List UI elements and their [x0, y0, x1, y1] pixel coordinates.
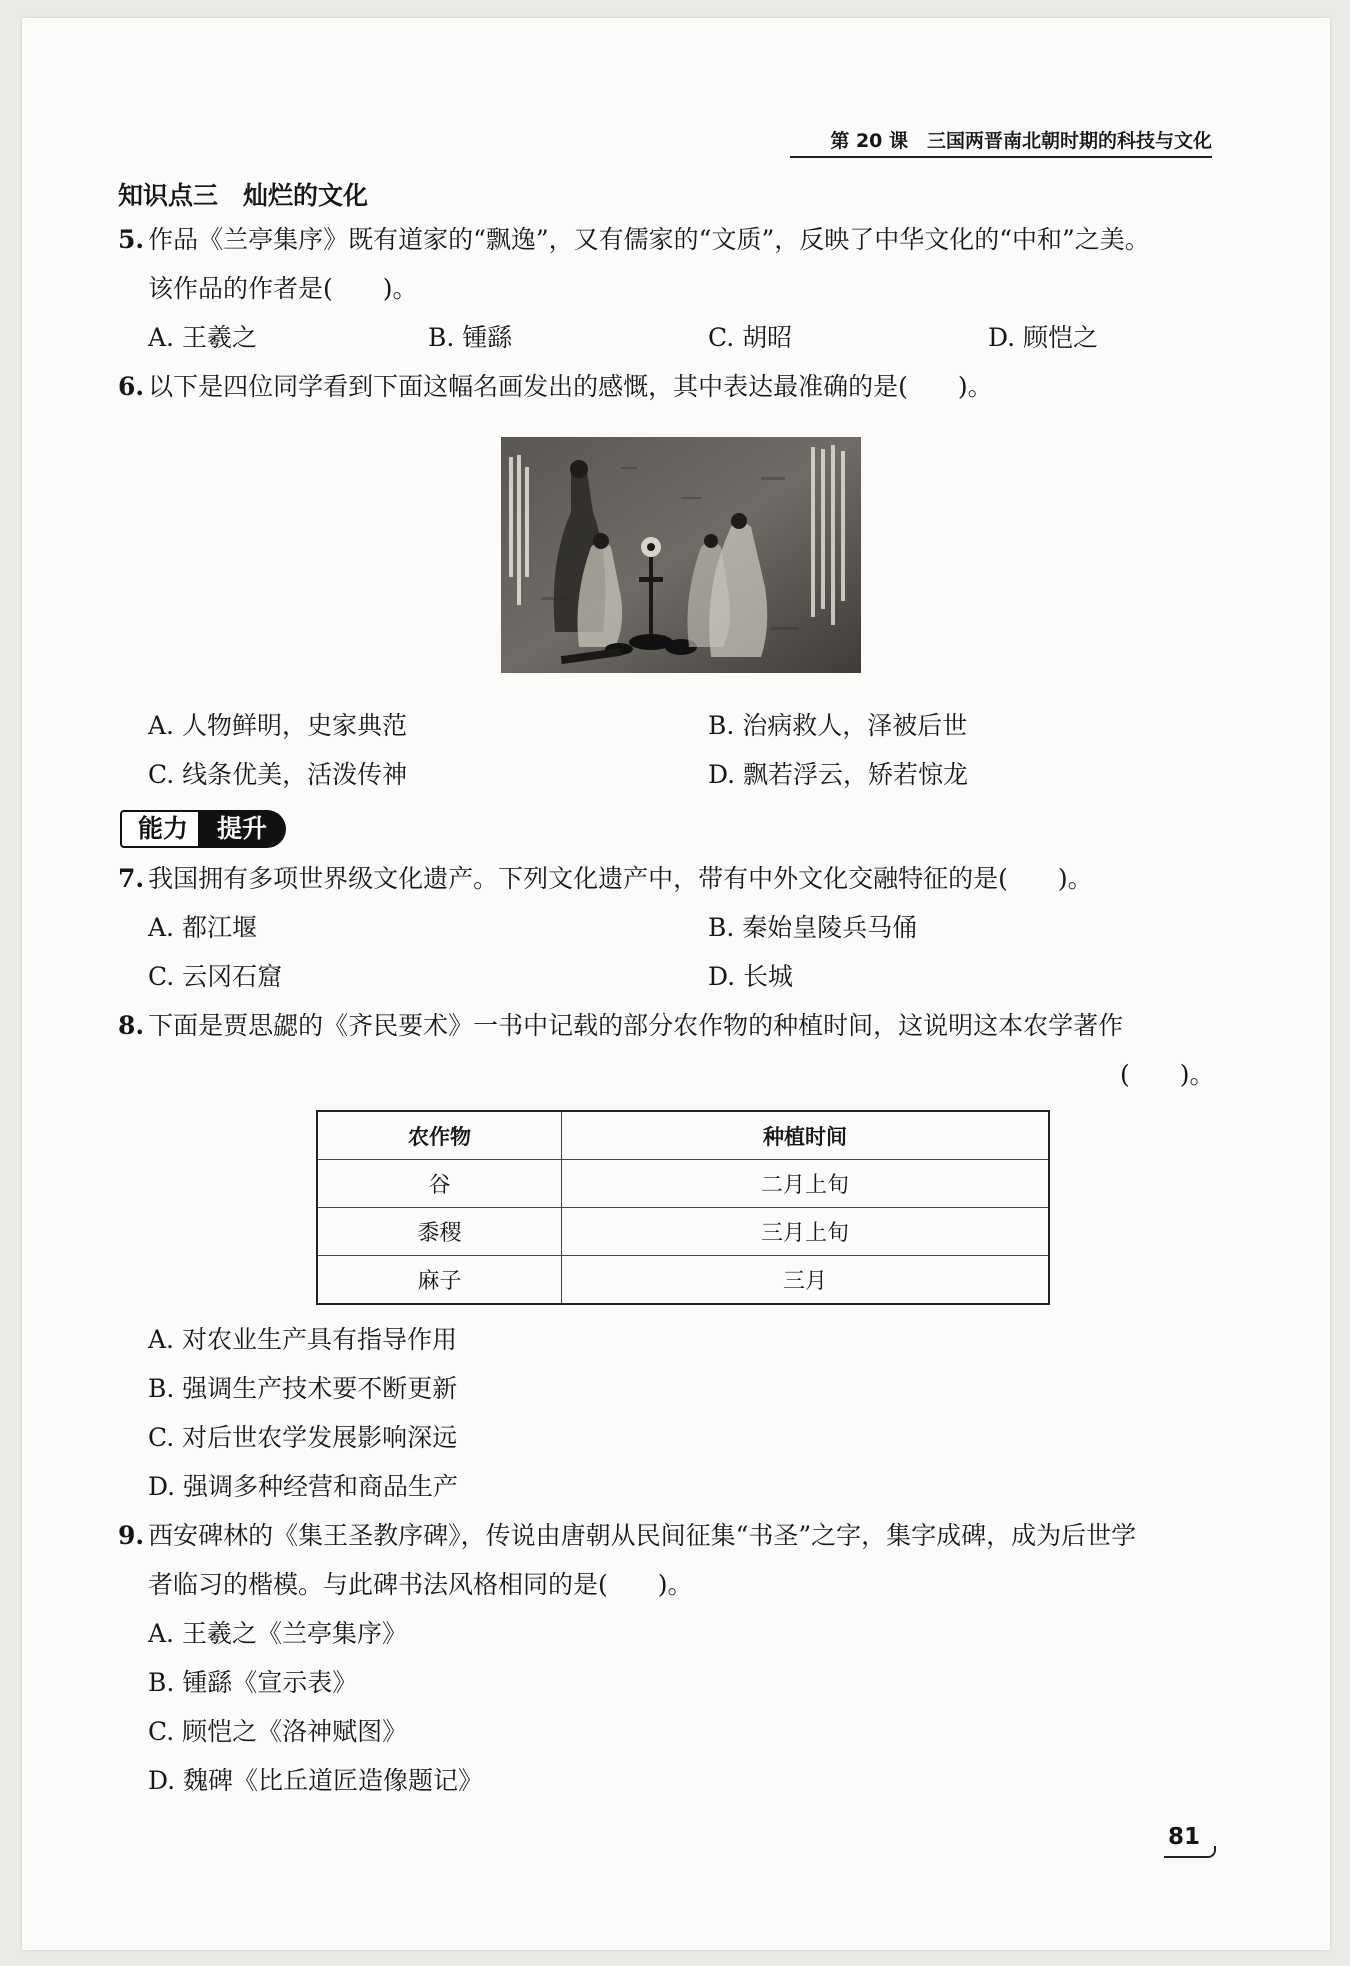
- q9-number: 9.: [118, 1521, 145, 1550]
- q6-option-b: B. 治病救人，泽被后世: [708, 711, 968, 740]
- q7-number: 7.: [118, 864, 145, 893]
- table-cell-crop: 黍稷: [317, 1208, 562, 1256]
- q7-stem-line1: 我国拥有多项世界级文化遗产。下列文化遗产中，带有中外文化交融特征的是( )。: [148, 864, 1093, 893]
- page-number: 81: [1168, 1824, 1201, 1850]
- q7-option-d: D. 长城: [708, 962, 794, 991]
- table-header-time: 种植时间: [562, 1111, 1050, 1160]
- running-header: 第 20 课 三国两晋南北朝时期的科技与文化: [790, 128, 1212, 158]
- q8-stem-line1: 下面是贾思勰的《齐民要术》一书中记载的部分农作物的种植时间，这说明这本农学著作: [148, 1011, 1124, 1040]
- q6-stem: [118, 370, 993, 404]
- q6-stem-line1: 以下是四位同学看到下面这幅名画发出的感慨，其中表达最准确的是( )。: [148, 372, 993, 401]
- q9-option-c: C. 顾恺之《洛神赋图》: [148, 1717, 408, 1746]
- q6-option-c: C. 线条优美，活泼传神: [148, 760, 408, 789]
- painting-illustration: [501, 437, 861, 673]
- q8-stem-line2: ( )。: [1120, 1060, 1215, 1089]
- q6-number: 6.: [118, 372, 145, 401]
- table-row: [317, 1208, 1049, 1256]
- painting-image: [501, 437, 861, 673]
- q5-stem-line2: 该作品的作者是( )。: [148, 274, 418, 303]
- ability-banner: [120, 810, 284, 846]
- q9-option-d: D. 魏碑《比丘道匠造像题记》: [148, 1766, 484, 1795]
- q7-option-b: B. 秦始皇陵兵马俑: [708, 913, 918, 942]
- q9-stem-line2: 者临习的楷模。与此碑书法风格相同的是( )。: [148, 1570, 693, 1599]
- table-row: [317, 1160, 1049, 1208]
- q8-number: 8.: [118, 1011, 145, 1040]
- table-row: [317, 1256, 1049, 1305]
- table-cell-crop: 谷: [317, 1160, 562, 1208]
- q7-stem: [118, 862, 1093, 896]
- q9-stem-line1: 西安碑林的《集王圣教序碑》，传说由唐朝从民间征集“书圣”之字，集字成碑，成为后世学: [148, 1521, 1137, 1550]
- banner-part2: 提升: [198, 810, 286, 848]
- q9-option-b: B. 锺繇《宣示表》: [148, 1668, 358, 1697]
- q5-option-c: C. 胡昭: [708, 323, 793, 352]
- q8-option-d: D. 强调多种经营和商品生产: [148, 1472, 459, 1501]
- q7-option-c: C. 云冈石窟: [148, 962, 283, 991]
- table-cell-time: 二月上旬: [562, 1160, 1050, 1208]
- section-heading: 知识点三 灿烂的文化: [118, 181, 369, 210]
- table-header-row: [317, 1111, 1049, 1160]
- planting-time-table: [316, 1110, 1050, 1305]
- q8-option-b: B. 强调生产技术要不断更新: [148, 1374, 458, 1403]
- q9-option-a: A. 王羲之《兰亭集序》: [148, 1619, 407, 1648]
- table-cell-crop: 麻子: [317, 1256, 562, 1305]
- q8-stem: [118, 1009, 1123, 1043]
- q5-number: 5.: [118, 225, 145, 254]
- q8-option-c: C. 对后世农学发展影响深远: [148, 1423, 458, 1452]
- q6-option-a: A. 人物鲜明，史家典范: [148, 711, 407, 740]
- q5-option-d: D. 顾恺之: [988, 323, 1099, 352]
- q5-option-a: A. 王羲之: [148, 323, 257, 352]
- q9-stem: [118, 1519, 1136, 1553]
- q5-stem: [118, 223, 1150, 257]
- q5-option-b: B. 锺繇: [428, 323, 513, 352]
- table-cell-time: 三月: [562, 1256, 1050, 1305]
- table-header-crop: 农作物: [317, 1111, 562, 1160]
- table-cell-time: 三月上旬: [562, 1208, 1050, 1256]
- q7-option-a: A. 都江堰: [148, 913, 257, 942]
- q5-stem-line1: 作品《兰亭集序》既有道家的“飘逸”，又有儒家的“文质”，反映了中华文化的“中和”之美。: [148, 225, 1150, 254]
- banner-part1: 能力: [120, 810, 206, 848]
- page-number-bracket-icon: [1164, 1846, 1216, 1858]
- q8-option-a: A. 对农业生产具有指导作用: [148, 1325, 457, 1354]
- q6-option-d: D. 飘若浮云，矫若惊龙: [708, 760, 969, 789]
